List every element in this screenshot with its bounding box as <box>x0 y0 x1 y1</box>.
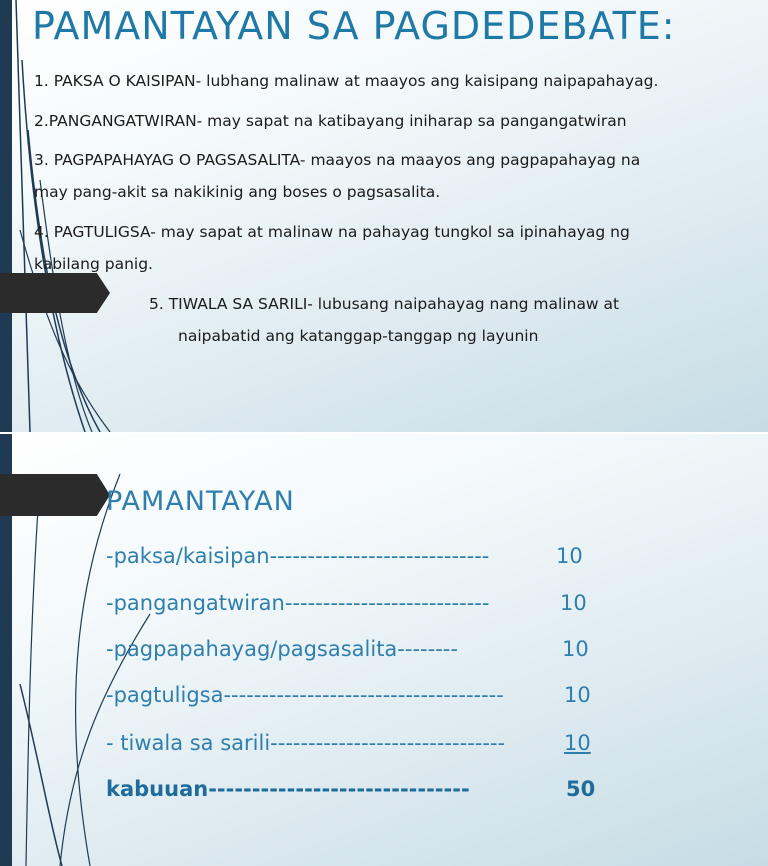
criterion-points: 10 <box>564 731 591 755</box>
criterion-5: 5. TIWALA SA SARILI- lubusang naipahayag nang malinaw at <box>149 295 620 313</box>
slide-title: PAMANTAYAN SA PAGDEDEBATE: <box>32 4 676 48</box>
score-row <box>106 731 591 755</box>
score-row <box>106 637 589 661</box>
criterion-points: 10 <box>556 544 583 568</box>
total-points: 50 <box>566 777 596 801</box>
criterion-4: 4. PAGTULIGSA- may sapat at malinaw na pahayag tungkol sa ipinahayag ng <box>34 223 630 241</box>
criterion-label: -pagpapahayag/pagsasalita-------- <box>106 637 458 661</box>
criterion-label: - tiwala sa sarili------------------------------- <box>106 731 506 755</box>
slide-scoring <box>0 434 768 866</box>
score-row <box>106 683 591 707</box>
criterion-3: 3. PAGPAPAHAYAG O PAGSASALITA- maayos na maayos ang pagpapahayag na <box>34 151 641 169</box>
slide-criteria-list <box>0 0 768 432</box>
total-label: kabuuan------------------------------ <box>106 777 470 801</box>
scoring-heading: PAMANTAYAN <box>106 486 295 517</box>
criterion-points: 10 <box>562 637 589 661</box>
criterion-3-cont: may pang-akit sa nakikinig ang boses o pagsasalita. <box>34 183 441 201</box>
score-row <box>106 591 587 615</box>
criterion-4-cont: kabilang panig. <box>34 255 153 273</box>
criterion-points: 10 <box>560 591 587 615</box>
total-row <box>106 777 596 801</box>
criterion-label: -pangangatwiran--------------------------- <box>106 591 490 615</box>
criterion-5-cont: naipabatid ang katanggap-tanggap ng layunin <box>178 327 539 345</box>
decorative-lines <box>0 0 160 432</box>
criterion-points: 10 <box>564 683 591 707</box>
criterion-label: -paksa/kaisipan----------------------------- <box>106 544 490 568</box>
criterion-2: 2.PANGANGATWIRAN- may sapat na katibayang iniharap sa pangangatwiran <box>34 112 627 130</box>
score-row <box>106 544 583 568</box>
criterion-label: -pagtuligsa------------------------------------- <box>106 683 504 707</box>
arrow-tab <box>0 474 110 516</box>
criterion-1: 1. PAKSA O KAISIPAN- lubhang malinaw at maayos ang kaisipang naipapahayag. <box>34 72 659 90</box>
arrow-tab <box>0 273 110 313</box>
